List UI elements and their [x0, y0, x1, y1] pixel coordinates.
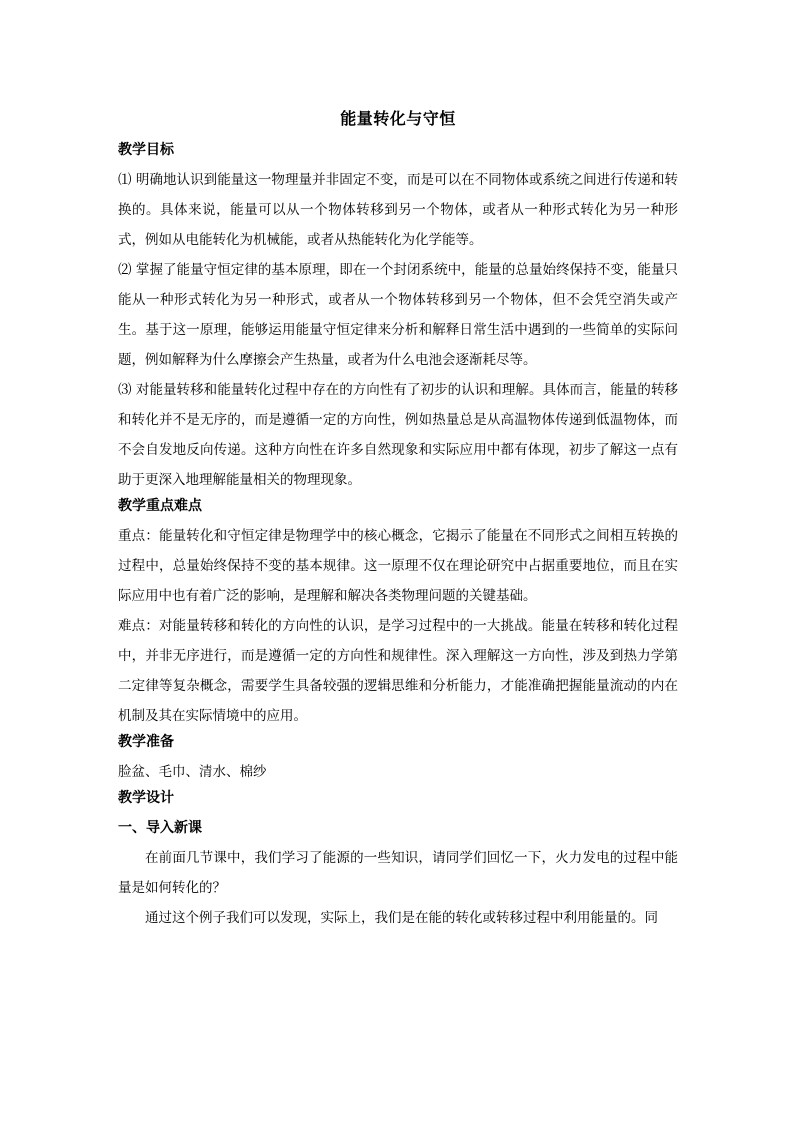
- intro-paragraph-2: 通过这个例子我们可以发现，实际上，我们是在能的转化或转移过程中利用能量的。同: [145, 910, 658, 926]
- key-points-heading: 教学重点难点: [118, 498, 202, 514]
- preparation-heading: 教学准备: [118, 734, 174, 750]
- intro-heading: 一、导入新课: [118, 820, 202, 836]
- design-heading: 教学设计: [118, 790, 174, 806]
- preparation-items: 脸盆、毛巾、清水、棉纱: [118, 764, 267, 780]
- difficulty-paragraph: 难点：对能量转移和转化的方向性的认识，是学习过程中的一大挑战。能量在转移和转化过程中，并非无序进行，而是遵循一定的方向性和规律性。深入理解这一方向性，涉及到热力学第二定律等复杂概念，需要学生具备较强的逻辑思维和分析能力，才能准确把握能量流动的内在机制及其在实际情境中的应用。: [118, 618, 678, 724]
- document-title: 能量转化与守恒: [340, 109, 456, 128]
- intro-paragraph-1: 在前面几节课中，我们学习了能源的一些知识，请同学们回忆一下，火力发电的过程中能量是如何转化的？: [118, 850, 678, 896]
- key-point-paragraph: 重点：能量转化和守恒定律是物理学中的核心概念，它揭示了能量在不同形式之间相互转换的过程中，总量始终保持不变的基本规律。这一原理不仅在理论研究中占据重要地位，而且在实际应用中也有着广泛的影响，是理解和解决各类物理问题的关键基础。: [118, 528, 678, 604]
- objective-2: ⑵ 掌握了能量守恒定律的基本原理，即在一个封闭系统中，能量的总量始终保持不变，能量只能从一种形式转化为另一种形式，或者从一个物体转移到另一个物体，但不会凭空消失或产生。基于这一原理，能够运用能量守恒定律来分析和解释日常生活中遇到的一些简单的实际问题，例如解释为什么摩擦会产生热量，或者为什么电池会逐渐耗尽等。: [118, 262, 678, 368]
- document-page: [118, 108, 678, 933]
- objective-3: ⑶ 对能量转移和能量转化过程中存在的方向性有了初步的认识和理解。具体而言，能量的转移和转化并不是无序的，而是遵循一定的方向性，例如热量总是从高温物体传递到低温物体，而不会自发地反向传递。这种方向性在许多自然现象和实际应用中都有体现，初步了解这一点有助于更深入地理解能量相关的物理现象。: [118, 382, 678, 488]
- objective-1: ⑴ 明确地认识到能量这一物理量并非固定不变，而是可以在不同物体或系统之间进行传递和转换的。具体来说，能量可以从一个物体转移到另一个物体，或者从一种形式转化为另一种形式，例如从电能转化为机械能，或者从热能转化为化学能等。: [118, 172, 678, 248]
- objectives-heading: 教学目标: [118, 142, 174, 158]
